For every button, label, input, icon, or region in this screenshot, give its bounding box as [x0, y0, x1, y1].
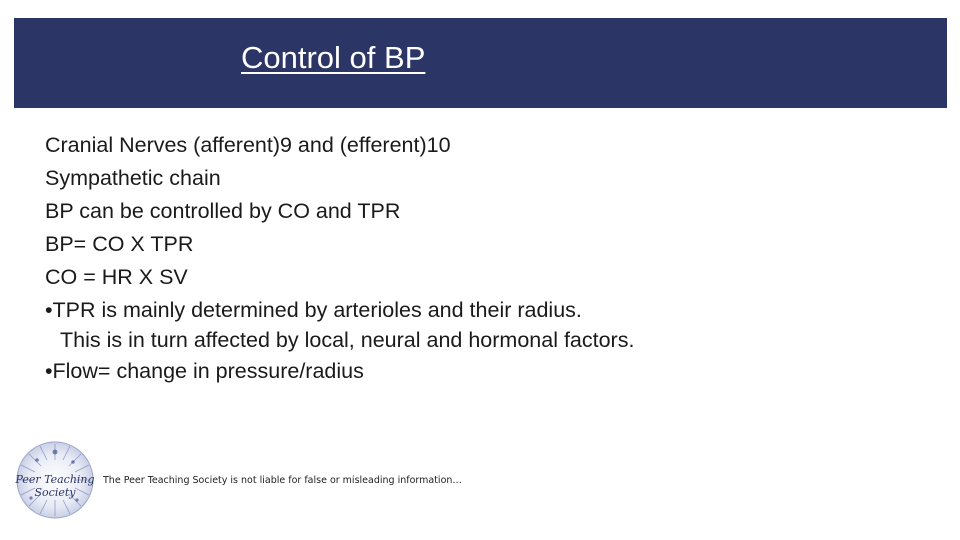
- bullet-tpr-text: •TPR is mainly determined by arterioles and their radius.: [45, 298, 582, 322]
- bullet-tpr: [45, 294, 905, 355]
- body-line-bp-formula: BP= CO X TPR: [45, 232, 194, 256]
- body-line-sympathetic-chain: Sympathetic chain: [45, 166, 221, 190]
- body-line-co-formula: CO = HR X SV: [45, 265, 188, 289]
- disclaimer-text: The Peer Teaching Society is not liable for false or misleading information…: [103, 475, 462, 486]
- bullet-tpr-continuation: This is in turn affected by local, neural and hormonal factors.: [60, 328, 635, 352]
- slide-title: Control of BP: [241, 40, 426, 75]
- logo-text-line2: Society: [34, 486, 76, 499]
- body-line-bp-controlled: BP can be controlled by CO and TPR: [45, 199, 401, 223]
- slide-body: [45, 129, 905, 388]
- peer-teaching-society-logo: [15, 440, 95, 520]
- body-line-cranial-nerves: Cranial Nerves (afferent)9 and (efferent)10: [45, 133, 451, 157]
- bullet-flow: [45, 355, 905, 388]
- logo-text-line1: Peer Teaching: [15, 473, 95, 486]
- bullet-flow-text: •Flow= change in pressure/radius: [45, 359, 364, 383]
- title-bar: [14, 18, 947, 108]
